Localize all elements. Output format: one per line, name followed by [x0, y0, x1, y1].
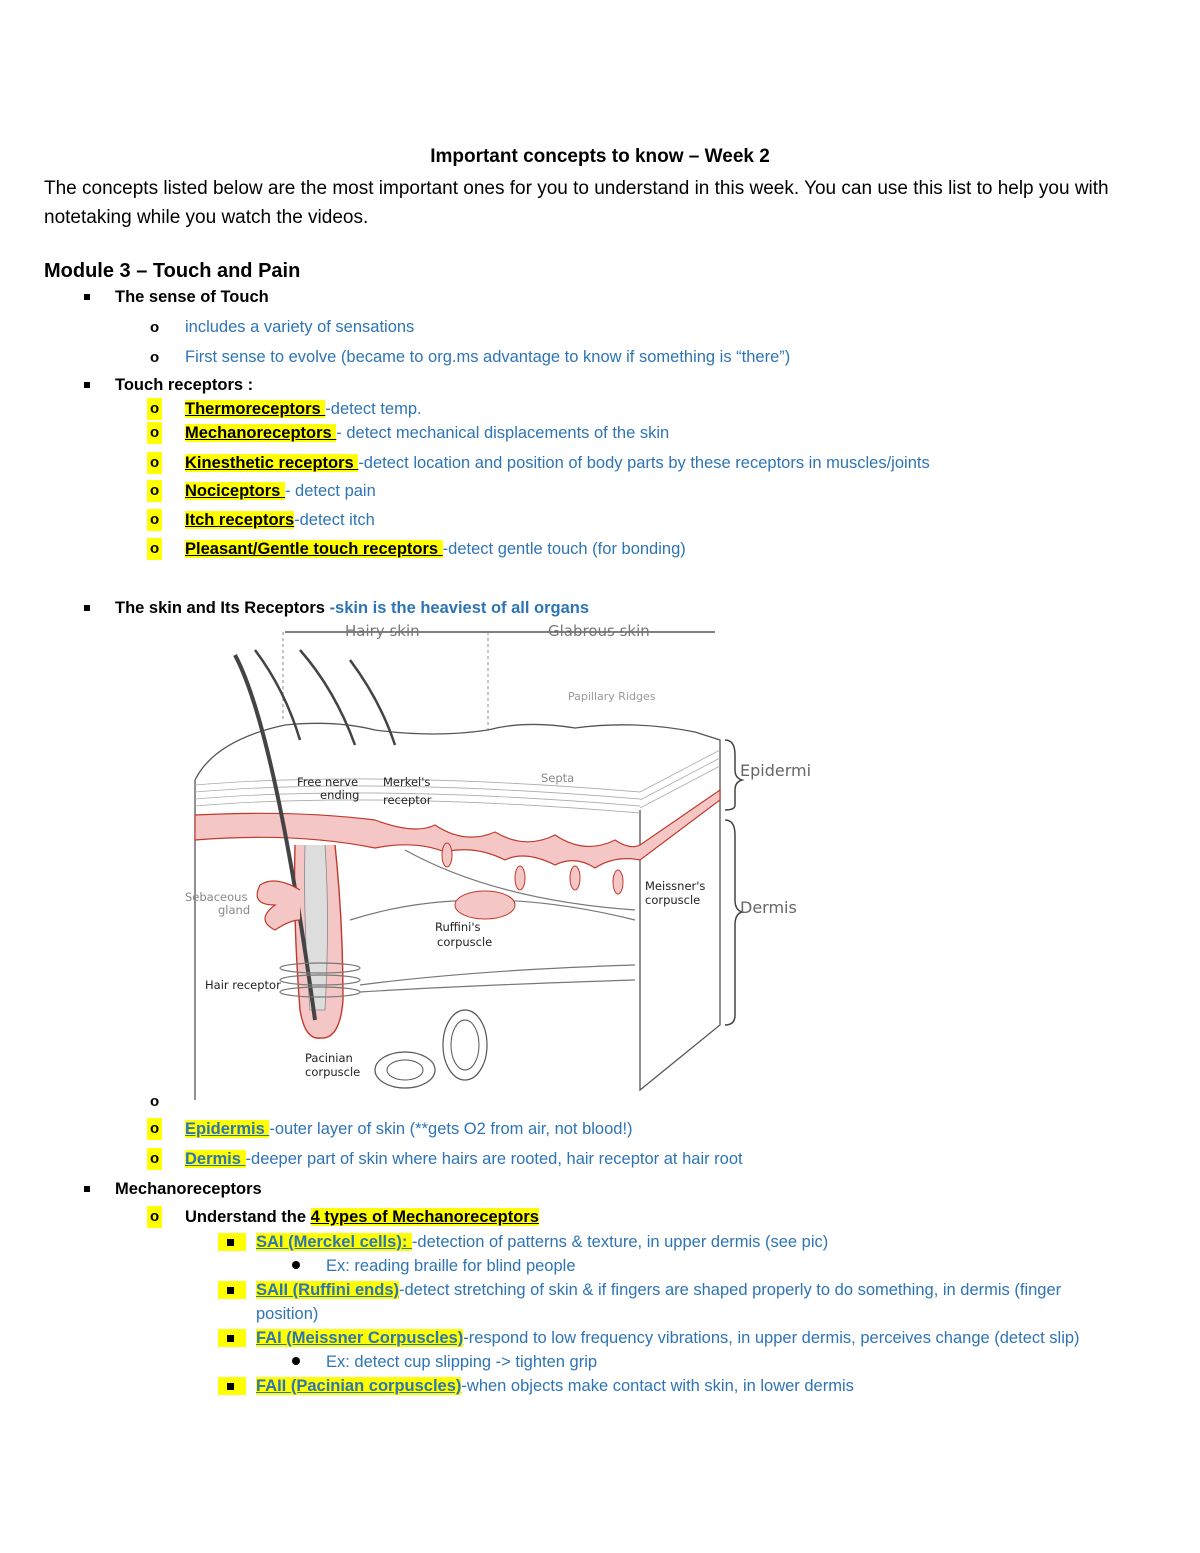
touch-receptors-heading: Touch receptors : — [115, 376, 254, 394]
merkels-label-1: Merkel's — [383, 775, 431, 789]
o-bullet: o — [147, 398, 162, 420]
receptor-item: Itch receptors-detect itch — [185, 511, 375, 529]
o-bullet: o — [147, 509, 162, 531]
circle-bullet — [292, 1357, 300, 1365]
highlighted-square-bullet — [218, 1377, 246, 1395]
septa-label: Septa — [541, 771, 575, 785]
sebaceous-label-2: gland — [218, 903, 251, 917]
o-bullet-empty: o — [150, 1093, 160, 1110]
receptor-item: Kinesthetic receptors -detect location and position of body parts by these receptors in muscles/joints — [185, 454, 930, 472]
highlighted-square-bullet — [218, 1233, 246, 1251]
receptor-item: Mechanoreceptors - detect mechanical displacements of the skin — [185, 424, 670, 442]
o-bullet: o — [147, 1118, 162, 1140]
mech-example: Ex: reading braille for blind people — [326, 1257, 576, 1275]
square-bullet — [84, 1186, 90, 1192]
module-heading: Module 3 – Touch and Pain — [44, 260, 301, 282]
square-bullet — [84, 294, 90, 300]
o-bullet: o — [147, 1148, 162, 1170]
square-bullet — [84, 382, 90, 388]
free-nerve-label-1: Free nerve — [297, 775, 359, 789]
o-bullet: o — [150, 349, 160, 366]
meissner-label-2: corpuscle — [645, 893, 701, 907]
glabrous-skin-label: Glabrous skin — [548, 622, 650, 640]
square-bullet — [84, 605, 90, 611]
receptor-item: Nociceptors - detect pain — [185, 482, 376, 500]
ruffini-label-2: corpuscle — [437, 935, 493, 949]
page-title: Important concepts to know – Week 2 — [430, 146, 770, 167]
receptor-item: Pleasant/Gentle touch receptors -detect gentle touch (for bonding) — [185, 540, 686, 558]
intro-paragraph: The concepts listed below are the most important ones for you to understand in this week. You can use this list to help you with notetaking while you watch the videos. — [44, 178, 1109, 228]
receptor-item: Thermoreceptors -detect temp. — [185, 400, 422, 418]
skin-item: Epidermis -outer layer of skin (**gets O2 from air, not blood!) — [185, 1120, 633, 1138]
meissner-label-1: Meissner's — [645, 879, 706, 893]
skin-item: Dermis -deeper part of skin where hairs are rooted, hair receptor at hair root — [185, 1150, 743, 1168]
free-nerve-label-2: ending — [320, 788, 360, 802]
sense-item-1: includes a variety of sensations — [185, 318, 415, 336]
hairy-skin-label: Hairy skin — [345, 622, 420, 640]
mech-type-item: FAII (Pacinian corpuscles)-when objects make contact with skin, in lower dermis — [256, 1377, 854, 1395]
sebaceous-label-1: Sebaceous — [185, 890, 248, 904]
epidermi-label: Epidermi — [740, 761, 812, 780]
mech-type-continuation: position) — [256, 1305, 319, 1323]
sense-item-2: First sense to evolve (became to org.ms advantage to know if something is “there”) — [185, 348, 791, 366]
mech-type-item: SAI (Merckel cells): -detection of patterns & texture, in upper dermis (see pic) — [256, 1233, 829, 1251]
skin-heading: The skin and Its Receptors -skin is the heaviest of all organs — [115, 599, 590, 617]
merkels-label-2: receptor — [383, 793, 432, 807]
pacinian-label-1: Pacinian — [305, 1051, 353, 1065]
hair-receptor-label: Hair receptor — [205, 978, 281, 992]
o-bullet: o — [147, 538, 162, 560]
sense-of-touch-heading: The sense of Touch — [115, 288, 269, 306]
mech-type-item: SAII (Ruffini ends)-detect stretching of skin & if fingers are shaped properly to do something, in dermis (finger — [256, 1281, 1062, 1299]
o-bullet: o — [147, 452, 162, 474]
mechanoreceptors-heading: Mechanoreceptors — [115, 1180, 262, 1198]
o-bullet: o — [150, 319, 160, 336]
papillary-ridges-label: Papillary Ridges — [568, 690, 656, 703]
ruffini-label-1: Ruffini's — [435, 920, 481, 934]
understand-line: Understand the 4 types of Mechanoreceptors — [185, 1208, 539, 1226]
o-bullet: o — [147, 480, 162, 502]
highlighted-square-bullet — [218, 1281, 246, 1299]
mech-type-item: FAI (Meissner Corpuscles)-respond to low frequency vibrations, in upper dermis, perceives change (detect slip) — [256, 1329, 1080, 1347]
skin-diagram — [175, 620, 835, 1100]
o-bullet: o — [147, 1206, 162, 1228]
circle-bullet — [292, 1261, 300, 1269]
dermis-label: Dermis — [740, 898, 797, 917]
mech-example: Ex: detect cup slipping -> tighten grip — [326, 1353, 598, 1371]
o-bullet: o — [147, 422, 162, 444]
pacinian-label-2: corpuscle — [305, 1065, 361, 1079]
highlighted-square-bullet — [218, 1329, 246, 1347]
